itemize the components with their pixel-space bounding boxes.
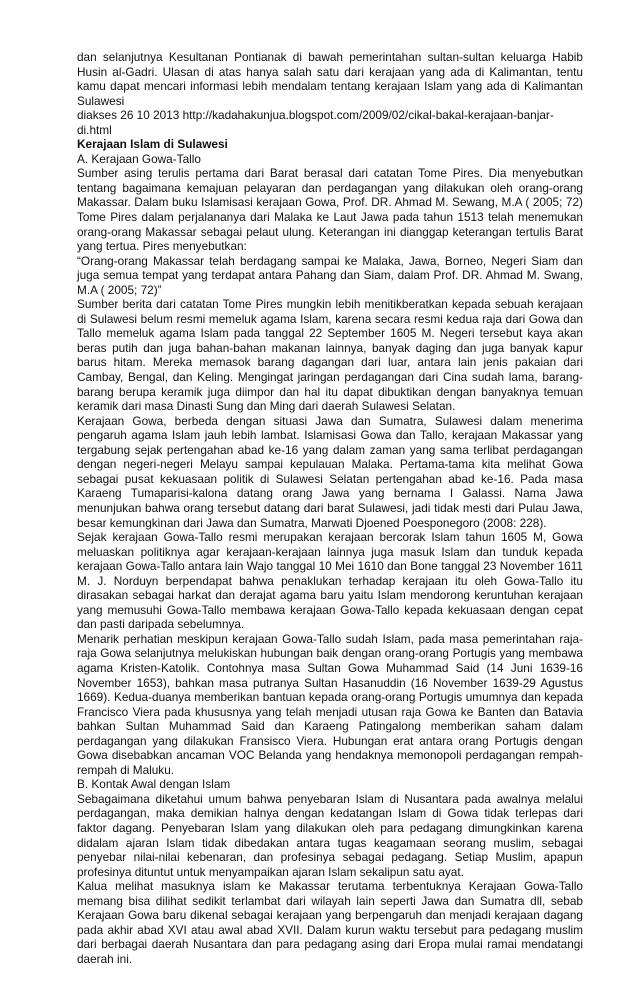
section-title: Kerajaan Islam di Sulawesi [77, 137, 228, 152]
subsection-b-title: B. Kontak Awal dengan Islam [77, 777, 231, 792]
paragraph-a6: Menarik perhatian meskipun kerajaan Gowa-Tallo sudah Islam, pada masa pemerintahan raja-raja Gowa selanjutnya melukiskan hubungan baik dengan orang-orang Portugis yang membawa agama Kristen-Katolik. Contohnya masa Sultan Gowa Muhammad Said (14 Juni 1639-16 November 1653), bahkan masa putranya Sultan Hasanuddin (16 November 1639-29 Agustus 1669). Kedua-duanya memberikan bantuan kepada orang-orang Portugis umumnya dan kepada Francisco Viera pada khususnya yang telah menjadi utusan raja Gowa ke Banten dan Batavia bahkan Sultan Muhammad Said dan Karaeng Patingalong memberikan saham dalam perdagangan yang dilakukan Fransisco Viera. Hubungan erat antara orang Portugis dengan Gowa disebabkan ancaman VOC Belanda yang hendaknya memonopoli perdagangan rempah-rempah di Maluku. [77, 631, 583, 777]
paragraph-b1: Sebagaimana diketahui umum bahwa penyebaran Islam di Nusantara pada awalnya melalui perdagangan, maka demikian halnya dengan kedatangan Islam di Gowa tidak terlepas dari faktor dagang. Penyebaran Islam yang dilakukan oleh para pedagang dimungkinkan karena didalam ajaran Islam tidak dibedakan antara tugas keagamaan seorang muslim, sebagai penyebar nilai-nilai kebenaran, dan profesinya sebagai pedagang. Setiap Muslim, apapun profesinya dituntut untuk menyampaikan ajaran Islam sekalipun satu ayat. [77, 791, 583, 879]
quote-paragraph: “Orang-orang Makassar telah berdagang sampai ke Malaka, Jawa, Borneo, Negeri Siam dan juga semua tempat yang terdapat antara Pahang dan Siam, dalam Prof. DR. Ahmad M. Swang, M.A ( 2005; 72)” [77, 253, 583, 297]
intro-paragraph: dan selanjutnya Kesultanan Pontianak di bawah pemerintahan sultan-sultan keluarga Habib Husin al-Gadri. Ulasan di atas hanya salah satu dari kerajaan yang ada di Kalimantan, tentu kamu dapat mencari informasi lebih mendalam tentang kerajaan Islam yang ada di Kalimantan Sulawesi [77, 50, 583, 108]
source-link-line-1: diakses 26 10 2013 http://kadahakunjua.blogspot.com/2009/02/cikal-bakal-kerajaan-banjar- [77, 108, 554, 123]
subsection-a-title: A. Kerajaan Gowa-Tallo [77, 151, 201, 166]
paragraph-a1: Sumber asing terulis pertama dari Barat berasal dari catatan Tome Pires. Dia menyebutkan tentang bagaimana kemajuan pelayaran dan perdagangan yang dilakukan oleh orang-orang Makassar. Dalam buku Islamisasi kerajaan Gowa, Prof. DR. Ahmad M. Sewang, M.A ( 2005; 72) Tome Pires dalam perjalananya dari Malaka ke Laut Jawa pada tahun 1513 telah menemukan orang-orang Makassar sebagai pelaut ulung. Keterangan ini dianggap keterangan tertulis Barat yang tertua. Pires menyebutkan: [77, 166, 583, 254]
paragraph-a4: Kerajaan Gowa, berbeda dengan situasi Jawa dan Sumatra, Sulawesi dalam menerima pengaruh agama Islam jauh lebih lambat. Islamisasi Gowa dan Tallo, kerajaan Makassar yang tergabung sejak pertengahan abad ke-16 yang dalam zaman yang sama terlibat perdagangan dengan negeri-negeri Melayu sampai kepulauan Malaka. Pertama-tama kita melihat Gowa sebagai pusat kekuasaan politik di Sulawesi Selatan pertengahan abad ke-16. Pada masa Karaeng Tumaparisi-kalona datang orang Jawa yang bernama I Galassi. Nama Jawa menunjukan bahwa orang tersebut datang dari barat Sulawesi, jadi tidak mesti dari Pulau Jawa, besar kemungkinan dari Jawa dan Sumatra, Marwati Djoened Poesponegoro (2008: 228). [77, 413, 583, 530]
paragraph-a3: Sumber berita dari catatan Tome Pires mungkin lebih menitikberatkan kepada sebuah kerajaan di Sulawesi belum resmi memeluk agama Islam, karena secara resmi kedua raja dari Gowa dan Tallo memeluk agama Islam pada tanggal 22 September 1605 M. Negeri tersebut kaya akan beras putih dan juga bahan-bahan makanan lainnya, banyak daging dan juga banyak kapur barus hitam. Mereka memasok barang dagangan dari luar, antara lain jenis pakaian dari Cambay, Bengal, dan Keling. Mengingat jaringan perdagangan dari Cina sudah lama, barang-barang berupa keramik juga diimpor dan hal itu dapat dibuktikan dengan banyaknya temuan keramik dari masa Dinasti Sung dan Ming dari daerah Sulawesi Selatan. [77, 297, 583, 414]
source-link-line-2: di.html [77, 122, 112, 137]
document-page [77, 50, 583, 966]
paragraph-b2: Kalua melihat masuknya islam ke Makassar terutama terbentuknya Kerajaan Gowa-Tallo memang bisa dilihat sedikit terlambat dari wilayah lain seperti Jawa dan Sumatra dll, sebab Kerajaan Gowa baru dikenal sebagai kerajaan yang berpengaruh dan menjadi kerajaan dagang pada akhir abad XVI atau awal abad XVII. Dalam kurun waktu tersebut para pedagang muslim dari berbagai daerah Nusantara dan para pedagang asing dari Eropa mulai ramai mendatangi daerah ini. [77, 879, 583, 966]
paragraph-a5: Sejak kerajaan Gowa-Tallo resmi merupakan kerajaan bercorak Islam tahun 1605 M, Gowa meluaskan politiknya agar kerajaan-kerajaan lainnya juga masuk Islam dan tunduk kepada kerajaan Gowa-Tallo antara lain Wajo tanggal 10 Mei 1610 dan Bone tanggal 23 November 1611 M. J. Norduyn berpendapat bahwa penaklukan terhadap kerajaan itu oleh Gowa-Tallo itu dirasakan sebagai harkat dan derajat agama baru yaitu Islam mendorong keruntuhan kerajaan yang memusuhi Gowa-Tallo membawa kerajaan Gowa-Tallo kepada kekuasaan dengan cepat dan pasti daripada sebelumnya. [77, 530, 583, 632]
